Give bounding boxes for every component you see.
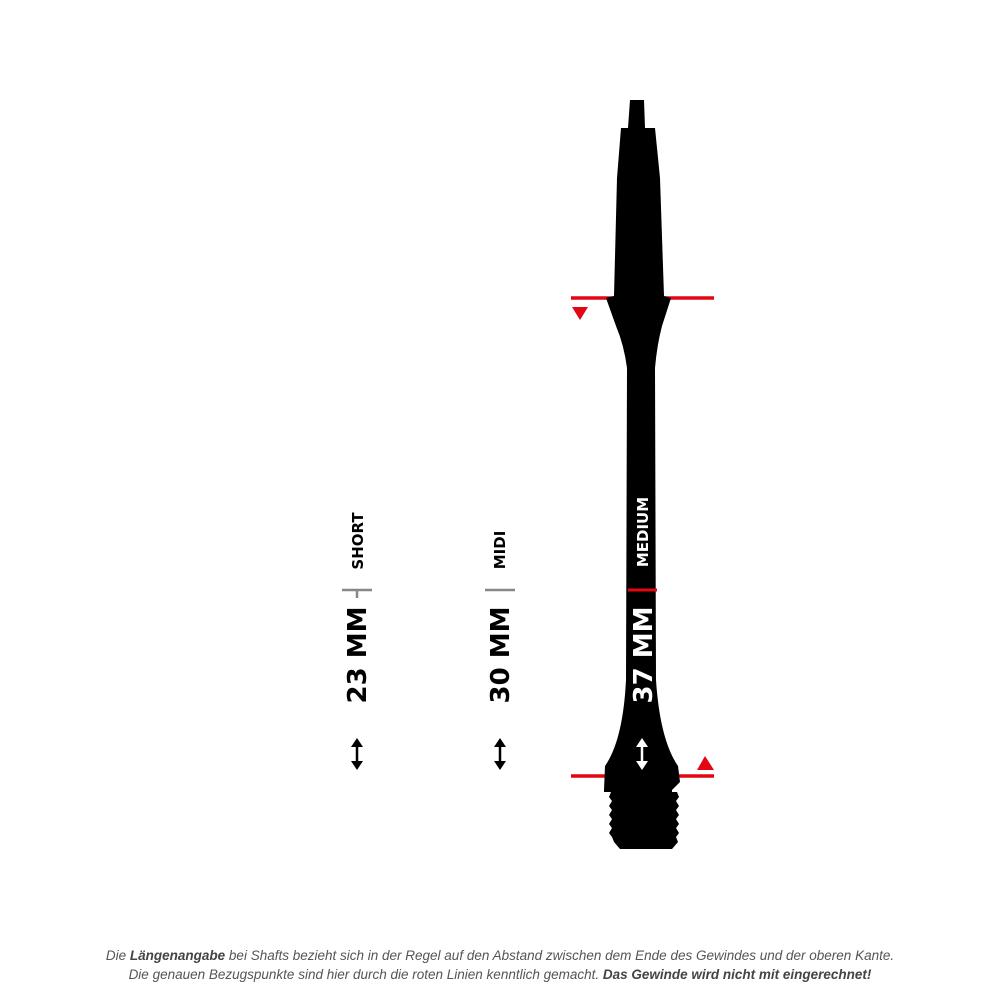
- red-triangle-up-icon: [697, 756, 714, 770]
- short-length-label: 23 MM: [343, 606, 373, 704]
- shaft-length-label: 37 MM: [629, 606, 659, 704]
- footer-text: Die: [105, 948, 130, 963]
- dart-shaft: [571, 100, 714, 849]
- midi-name-label: MIDI: [491, 530, 509, 570]
- footer-text: bei Shafts bezieht sich in der Regel auf den Abstand zwischen dem Ende des Gewindes und der oberen Kante.: [225, 948, 895, 963]
- footer-note: [0, 946, 1000, 984]
- double-arrow-vertical-icon: [351, 738, 363, 770]
- midi-length-indicator: [485, 531, 516, 770]
- midi-length-label: 30 MM: [486, 606, 516, 704]
- short-name-label: SHORT: [349, 512, 367, 570]
- footer-line-1: [0, 946, 1000, 965]
- short-length-indicator: [342, 512, 373, 770]
- shaft-name-label: MEDIUM: [634, 496, 652, 568]
- shaft-thread: [609, 792, 679, 849]
- footer-text: Die genauen Bezugspunkte sind hier durch die roten Linien kenntlich gemacht.: [128, 967, 603, 982]
- footer-emphasis: Längenangabe: [129, 948, 226, 963]
- footer-line-2: [0, 965, 1000, 984]
- red-triangle-down-icon: [572, 307, 588, 320]
- double-arrow-vertical-icon: [494, 738, 506, 770]
- footer-emphasis: Das Gewinde wird nicht mit eingerechnet!: [602, 967, 872, 982]
